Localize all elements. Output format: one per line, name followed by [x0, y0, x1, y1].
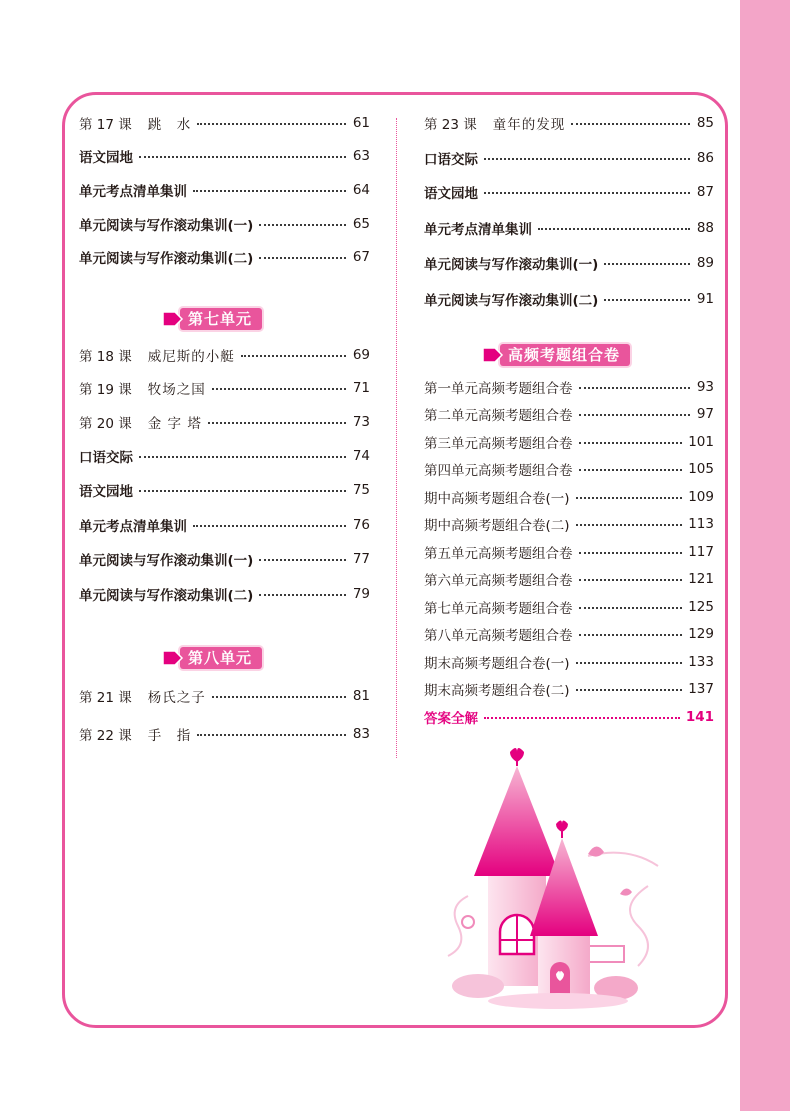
entry-title: 单元阅读与写作滚动集训(一) — [424, 257, 599, 273]
lesson-number: 第 21 课 — [79, 690, 132, 706]
page-number: 69 — [352, 347, 370, 363]
dot-leader — [484, 158, 690, 160]
entry-title: 口语交际 — [79, 450, 133, 466]
toc-entry-final-2[interactable] — [424, 677, 714, 701]
toc-entry-exam-1[interactable] — [424, 375, 714, 399]
toc-entry-exam-3[interactable] — [424, 430, 714, 454]
toc-entry-midterm-1[interactable] — [424, 485, 714, 509]
page-number: 117 — [688, 544, 714, 560]
page-number: 105 — [688, 461, 714, 477]
dot-leader — [259, 594, 346, 596]
entry-title: 第四单元高频考题组合卷 — [424, 463, 573, 479]
dot-leader — [579, 579, 683, 581]
dot-leader — [208, 422, 346, 424]
dot-leader — [579, 552, 683, 554]
entry-title: 单元阅读与写作滚动集训(二) — [424, 293, 599, 309]
toc-entry-lesson-23[interactable] — [424, 111, 714, 135]
page-number: 113 — [688, 516, 714, 532]
page-number: 101 — [688, 434, 714, 450]
toc-entry-reading-writing-2[interactable] — [79, 245, 370, 269]
page-number: 83 — [352, 726, 370, 742]
page-number: 125 — [688, 599, 714, 615]
entry-title: 第一单元高频考题组合卷 — [424, 381, 573, 397]
lesson-title: 手 指 — [147, 728, 192, 744]
entry-title: 期末高频考题组合卷(二) — [424, 683, 570, 699]
toc-entry-lesson-17[interactable] — [79, 111, 370, 135]
entry-title: 单元考点清单集训 — [424, 222, 532, 238]
entry-title: 第三单元高频考题组合卷 — [424, 436, 573, 452]
entry-title: 第八单元高频考题组合卷 — [424, 628, 573, 644]
toc-entry-oral-communication[interactable] — [424, 146, 714, 170]
dot-leader — [241, 355, 346, 357]
toc-entry-exam-2[interactable] — [424, 402, 714, 426]
entry-title: 语文园地 — [79, 150, 133, 166]
dot-leader — [197, 123, 346, 125]
entry-title: 答案全解 — [424, 711, 478, 727]
page-number: 109 — [688, 489, 714, 505]
page-number: 141 — [685, 709, 714, 725]
toc-entry-lesson-18[interactable] — [79, 343, 370, 367]
toc-entry-unit-review[interactable] — [79, 513, 370, 537]
lesson-title: 牧场之国 — [147, 382, 206, 398]
page-number: 89 — [696, 255, 714, 271]
page-number: 76 — [352, 517, 370, 533]
lesson-number: 第 18 课 — [79, 349, 132, 365]
arrow-badge-icon — [482, 344, 504, 366]
toc-entry-exam-4[interactable] — [424, 457, 714, 481]
page-number: 77 — [352, 551, 370, 567]
toc-entry-final-1[interactable] — [424, 650, 714, 674]
toc-entry-chinese-garden[interactable] — [424, 180, 714, 204]
dot-leader — [259, 559, 346, 561]
unit-8-heading — [158, 646, 262, 670]
dot-leader — [212, 388, 346, 390]
dot-leader — [259, 224, 346, 226]
column-divider — [396, 118, 397, 758]
lesson-title: 跳 水 — [147, 117, 192, 133]
entry-title: 第六单元高频考题组合卷 — [424, 573, 573, 589]
entry-title: 单元阅读与写作滚动集训(一) — [79, 218, 254, 234]
page-number: 87 — [696, 184, 714, 200]
page-number: 137 — [688, 681, 714, 697]
entry-title: 单元阅读与写作滚动集训(一) — [79, 553, 254, 569]
page-number: 61 — [352, 115, 370, 131]
lesson-title: 金 字 塔 — [147, 416, 202, 432]
dot-leader — [259, 257, 346, 259]
entry-title: 期末高频考题组合卷(一) — [424, 656, 570, 672]
dot-leader — [579, 442, 683, 444]
dot-leader — [579, 634, 683, 636]
toc-entry-reading-writing-2[interactable] — [424, 287, 714, 311]
page-number: 64 — [352, 182, 370, 198]
toc-entry-lesson-21[interactable] — [79, 684, 370, 708]
unit-title: 第七单元 — [180, 308, 262, 330]
page-number: 73 — [352, 414, 370, 430]
entry-title: 单元考点清单集训 — [79, 184, 187, 200]
dot-leader — [579, 607, 683, 609]
entry-title: 第二单元高频考题组合卷 — [424, 408, 573, 424]
toc-entry-midterm-2[interactable] — [424, 512, 714, 536]
lesson-title: 童年的发现 — [492, 117, 566, 133]
page-number: 85 — [696, 115, 714, 131]
dot-leader — [604, 263, 690, 265]
dot-leader — [139, 490, 346, 492]
dot-leader — [212, 696, 346, 698]
dot-leader — [538, 228, 690, 230]
page-edge-strip — [740, 0, 790, 1111]
toc-entry-reading-writing-1[interactable] — [424, 251, 714, 275]
page-number: 129 — [688, 626, 714, 642]
toc-entry-lesson-19[interactable] — [79, 376, 370, 400]
dot-leader — [193, 525, 346, 527]
toc-entry-exam-5[interactable] — [424, 540, 714, 564]
lesson-number: 第 19 课 — [79, 382, 132, 398]
page-number: 133 — [688, 654, 714, 670]
entry-title: 单元阅读与写作滚动集训(二) — [79, 251, 254, 267]
toc-entry-chinese-garden[interactable] — [79, 144, 370, 168]
unit-title: 第八单元 — [180, 647, 262, 669]
dot-leader — [484, 192, 690, 194]
dot-leader — [193, 190, 346, 192]
lesson-number: 第 23 课 — [424, 117, 477, 133]
page-number: 63 — [352, 148, 370, 164]
dot-leader — [579, 469, 683, 471]
page-number: 86 — [696, 150, 714, 166]
lesson-number: 第 22 课 — [79, 728, 132, 744]
toc-entry-answers[interactable] — [424, 705, 714, 729]
dot-leader — [139, 156, 346, 158]
page-number: 121 — [688, 571, 714, 587]
toc-entry-reading-writing-1[interactable] — [79, 212, 370, 236]
toc-entry-oral-communication[interactable] — [79, 444, 370, 468]
entry-title: 第七单元高频考题组合卷 — [424, 601, 573, 617]
toc-entry-exam-6[interactable] — [424, 567, 714, 591]
toc-entry-chinese-garden[interactable] — [79, 478, 370, 502]
dot-leader — [576, 662, 683, 664]
page-number: 79 — [352, 586, 370, 602]
dot-leader — [579, 387, 691, 389]
page-number: 75 — [352, 482, 370, 498]
entry-title: 语文园地 — [424, 186, 478, 202]
dot-leader — [139, 456, 346, 458]
dot-leader — [197, 734, 346, 736]
entry-title: 第五单元高频考题组合卷 — [424, 546, 573, 562]
exam-section-heading — [478, 343, 630, 367]
lesson-title: 威尼斯的小艇 — [147, 349, 235, 365]
dot-leader — [484, 717, 680, 719]
dot-leader — [571, 123, 690, 125]
toc-entry-lesson-22[interactable] — [79, 722, 370, 746]
toc-entry-unit-review[interactable] — [79, 178, 370, 202]
entry-title: 期中高频考题组合卷(二) — [424, 518, 570, 534]
entry-title: 单元考点清单集训 — [79, 519, 187, 535]
lesson-number: 第 20 课 — [79, 416, 132, 432]
toc-entry-exam-7[interactable] — [424, 595, 714, 619]
dot-leader — [604, 299, 690, 301]
toc-entry-lesson-20[interactable] — [79, 410, 370, 434]
dot-leader — [576, 497, 683, 499]
entry-title: 单元阅读与写作滚动集训(二) — [79, 588, 254, 604]
arrow-badge-icon — [162, 308, 184, 330]
page-number: 88 — [696, 220, 714, 236]
lesson-title: 杨氏之子 — [147, 690, 206, 706]
page-number: 67 — [352, 249, 370, 265]
lesson-number: 第 17 课 — [79, 117, 132, 133]
castle-illustration — [438, 746, 670, 1016]
page-number: 65 — [352, 216, 370, 232]
toc-entry-reading-writing-2[interactable] — [79, 582, 370, 606]
toc-entry-reading-writing-1[interactable] — [79, 547, 370, 571]
section-title: 高频考题组合卷 — [500, 344, 630, 366]
toc-entry-exam-8[interactable] — [424, 622, 714, 646]
page-number: 71 — [352, 380, 370, 396]
dot-leader — [579, 414, 691, 416]
entry-title: 期中高频考题组合卷(一) — [424, 491, 570, 507]
toc-entry-unit-review[interactable] — [424, 216, 714, 240]
dot-leader — [576, 689, 683, 691]
arrow-badge-icon — [162, 647, 184, 669]
entry-title: 口语交际 — [424, 152, 478, 168]
entry-title: 语文园地 — [79, 484, 133, 500]
page-number: 91 — [696, 291, 714, 307]
unit-7-heading — [158, 307, 262, 331]
page-number: 81 — [352, 688, 370, 704]
page-number: 93 — [696, 379, 714, 395]
page-number: 97 — [696, 406, 714, 422]
page-number: 74 — [352, 448, 370, 464]
dot-leader — [576, 524, 683, 526]
